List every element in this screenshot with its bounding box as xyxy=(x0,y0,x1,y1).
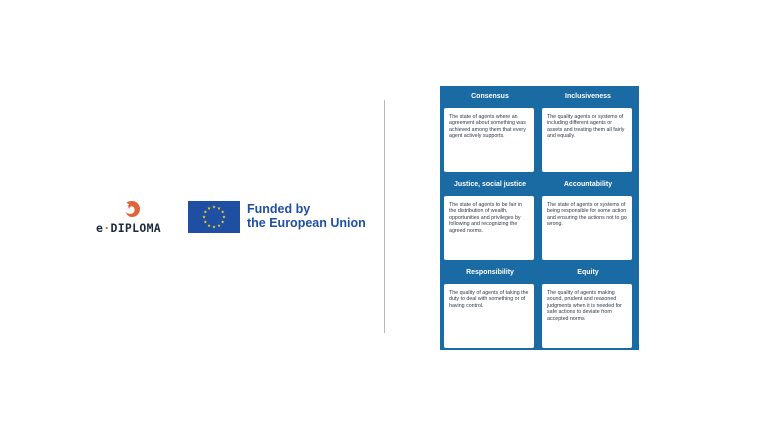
ediploma-swirl-icon xyxy=(122,199,142,219)
values-grid xyxy=(440,86,639,350)
value-card-equity xyxy=(540,264,636,350)
value-description: The state of agents to be fair in the distribution of wealth, opportunities and privileges by following and recognizing the agreed norms. xyxy=(444,196,534,260)
eu-star-icon xyxy=(212,225,215,228)
eu-line-1: Funded by xyxy=(247,202,311,216)
eu-star-icon xyxy=(207,207,210,210)
ediploma-dot: · xyxy=(103,221,111,235)
eu-star-icon xyxy=(212,205,215,208)
value-card-responsibility xyxy=(442,264,538,350)
value-description: The state of agents where an agreement about something was achieved among them that every agent actively supports. xyxy=(444,108,534,172)
eu-star-icon xyxy=(202,215,205,218)
value-description: The state of agents or systems of being responsible for some action and ensuring the actions not to go wrong. xyxy=(542,196,632,260)
value-card-justice xyxy=(442,176,538,262)
eu-flag-icon xyxy=(188,201,240,233)
value-title: Inclusiveness xyxy=(565,93,611,100)
value-title: Consensus xyxy=(471,93,509,100)
ediploma-wordmark xyxy=(96,221,161,235)
eu-stars xyxy=(188,201,240,233)
ediploma-logo xyxy=(96,199,172,239)
value-description: The quality of agents of taking the duty to deal with something or of having control. xyxy=(444,284,534,348)
value-title: Accountability xyxy=(563,181,613,188)
eu-funding-label xyxy=(247,202,377,230)
eu-star-icon xyxy=(204,220,207,223)
value-title: Responsibility xyxy=(466,269,514,276)
eu-star-icon xyxy=(222,215,225,218)
value-card-inclusiveness xyxy=(540,88,636,174)
eu-star-icon xyxy=(217,224,220,227)
value-description: The quality of agents making sound, prudent and reasoned judgments when it is needed for safe actions to deviate from accepted norms xyxy=(542,284,632,348)
value-title: Justice, social justice xyxy=(454,181,526,188)
eu-star-icon xyxy=(207,224,210,227)
ediploma-prefix: e xyxy=(96,221,104,235)
eu-line-2: the European Union xyxy=(247,216,366,230)
ediploma-name: DIPLOMA xyxy=(110,221,162,235)
value-card-accountability xyxy=(540,176,636,262)
eu-star-icon xyxy=(221,210,224,213)
vertical-divider xyxy=(384,100,385,333)
eu-star-icon xyxy=(217,207,220,210)
value-description: The quality agents or systems of including different agents or assets and treating them all fairly and equally. xyxy=(542,108,632,172)
eu-star-icon xyxy=(221,220,224,223)
value-card-consensus xyxy=(442,88,538,174)
value-title: Equity xyxy=(577,269,599,276)
eu-star-icon xyxy=(204,210,207,213)
